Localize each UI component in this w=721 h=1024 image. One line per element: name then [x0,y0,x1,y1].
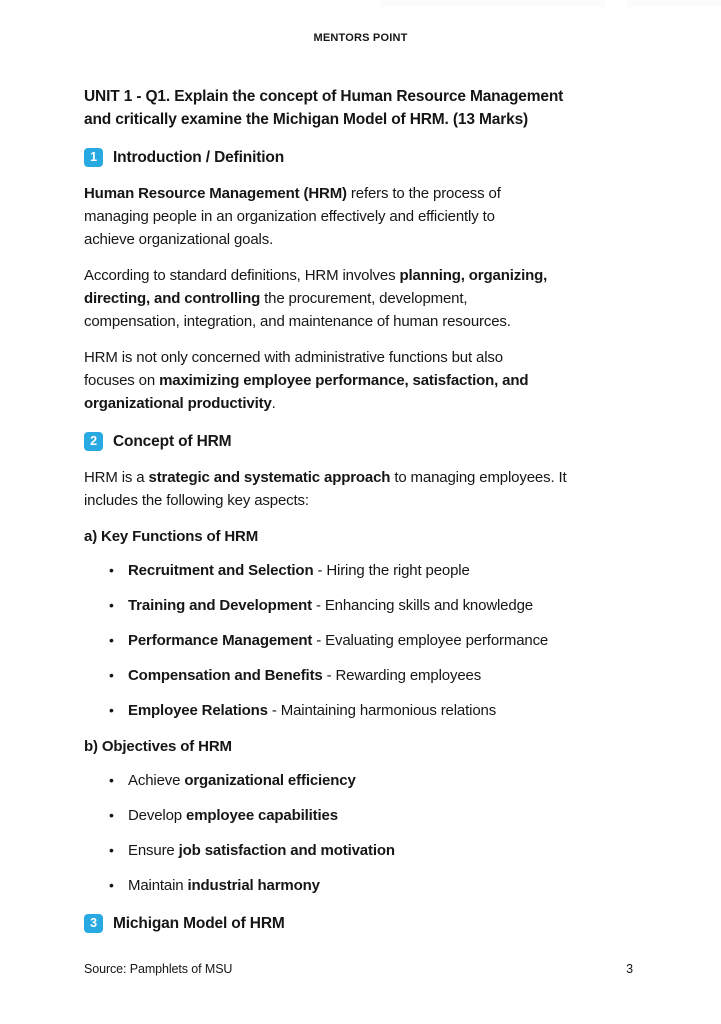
text-segment: to managing employees. It [390,469,567,486]
text-line [84,182,637,205]
bullet-text [128,562,470,579]
bold-text-segment: organizational productivity [84,395,272,412]
bold-text-segment: industrial harmony [187,877,320,894]
text-segment: HRM is not only concerned with administrative functions but also [84,349,503,366]
text-segment: the procurement, development, [260,290,468,307]
subsection-heading-key-functions: a) Key Functions of HRM [84,528,259,545]
text-line [84,489,637,512]
section-number-badge-1: 1 [84,148,103,167]
text-segment: - Evaluating employee performance [312,632,549,649]
list-item [84,594,637,617]
section-number-badge-2: 2 [84,432,103,451]
source-note: Source: Pamphlets of MSU [84,962,233,976]
top-edge-artifact-right [627,0,721,7]
top-edge-artifact-left [380,0,605,7]
bullet-text [128,877,320,894]
list-item [84,699,637,722]
list-item [84,874,637,897]
text-segment: . [271,395,276,412]
text-segment: According to standard definitions, HRM involves [84,267,400,284]
list-item [84,839,637,862]
text-segment: refers to the process of [346,185,501,202]
paragraph-strategic-approach [84,466,637,512]
page-content [84,85,637,935]
bullet-icon: • [109,702,114,718]
section-number-badge-3: 3 [84,914,103,933]
paragraph-administrative-focus [84,346,637,415]
bold-text-segment: Human Resource Management (HRM) [84,185,347,202]
bullet-icon: • [109,562,114,578]
text-segment: managing people in an organization effectively and efficiently to [84,208,495,225]
text-segment: - Enhancing skills and knowledge [311,597,533,614]
page-number: 3 [626,962,633,976]
text-segment: - Hiring the right people [313,562,470,579]
text-line [84,466,637,489]
subsection-heading-objectives: b) Objectives of HRM [84,738,232,755]
section-heading-michigan [84,912,637,935]
bullet-icon: • [109,842,114,858]
brand-name: MENTORS POINT [313,32,408,44]
text-segment: Ensure [128,842,179,859]
section-heading-label: Introduction / Definition [113,149,285,166]
bullet-text [128,702,496,719]
bullet-text [128,597,533,614]
bullet-text [128,842,395,859]
bold-text-segment: Employee Relations [128,702,268,719]
paragraph-definition [84,182,637,251]
text-segment: includes the following key aspects: [84,492,309,509]
bullet-icon: • [109,877,114,893]
bullet-icon: • [109,632,114,648]
section-heading-label: Michigan Model of HRM [113,915,285,932]
list-item [84,804,637,827]
brand-header [0,0,721,45]
text-segment: focuses on [84,372,160,389]
text-line [84,205,637,228]
text-segment: achieve organizational goals. [84,231,274,248]
bullet-text [128,807,338,824]
bold-text-segment: Performance Management [128,632,313,649]
bullet-icon: • [109,807,114,823]
bullet-icon: • [109,667,114,683]
text-segment: - Rewarding employees [322,667,482,684]
text-line [84,392,637,415]
bullet-text [128,667,481,684]
bold-text-segment: maximizing employee performance, satisfaction, and [159,372,529,389]
bold-text-segment: directing, and controlling [84,290,261,307]
list-item [84,629,637,652]
question-title [84,85,637,131]
key-functions-list [84,559,637,722]
list-item [84,769,637,792]
section-heading-introduction [84,146,637,169]
bold-text-segment: strategic and systematic approach [148,469,391,486]
bold-text-segment: Compensation and Benefits [128,667,323,684]
bold-text-segment: and critically examine the Michigan Model of HRM. (13 Marks) [84,111,529,128]
bullet-text [128,632,548,649]
list-item [84,664,637,687]
text-line [84,228,637,251]
page-footer [84,961,633,977]
text-line [84,264,637,287]
bullet-text [128,772,356,789]
bold-text-segment: employee capabilities [186,807,338,824]
text-line [84,85,637,108]
section-heading-label: Concept of HRM [113,433,232,450]
list-item [84,559,637,582]
bullet-icon: • [109,772,114,788]
text-segment: HRM is a [84,469,149,486]
bold-text-segment: Training and Development [128,597,312,614]
bold-text-segment: planning, organizing, [399,267,548,284]
text-line [84,108,637,131]
text-segment: Achieve [128,772,185,789]
text-segment: - Maintaining harmonious relations [267,702,497,719]
text-segment: compensation, integration, and maintenance of human resources. [84,313,511,330]
text-line [84,287,637,310]
bold-text-segment: UNIT 1 - Q1. Explain the concept of Human Resource Management [84,88,564,105]
text-segment: Maintain [128,877,188,894]
text-line [84,346,637,369]
text-line [84,310,637,333]
objectives-list [84,769,637,897]
bullet-icon: • [109,597,114,613]
text-segment: Develop [128,807,187,824]
bold-text-segment: job satisfaction and motivation [178,842,395,859]
bold-text-segment: Recruitment and Selection [128,562,314,579]
section-heading-concept [84,430,637,453]
bold-text-segment: organizational efficiency [184,772,356,789]
paragraph-standard-definitions [84,264,637,333]
text-line [84,369,637,392]
